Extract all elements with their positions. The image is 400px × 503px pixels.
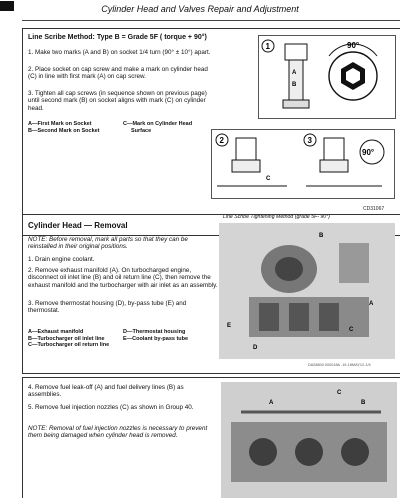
legend-bypass: E—Coolant by-pass tube (123, 335, 189, 342)
section3-note: NOTE: Removal of fuel injection nozzles is necessary to prevent them being damaged when cylinder head is removed. (28, 425, 208, 440)
engine-photo-2 (221, 382, 397, 498)
photo1-label-a: A (369, 301, 374, 307)
section2-legend-right (123, 329, 218, 342)
section1-legend-right (123, 121, 223, 134)
engine-photo-1 (219, 223, 395, 359)
header-rule (22, 20, 400, 21)
section2-step-3: 3. Remove thermostat housing (D), by-pass tube (E) and thermostat. (28, 300, 187, 315)
section3-step-5: 5. Remove fuel injection nozzles (C) as shown in Group 40. (28, 404, 194, 411)
section-line-scribe (22, 28, 400, 236)
section1-heading: Line Scribe Method: Type B = Grade 5F ( torque + 90°) (28, 34, 207, 41)
section1-step-1: 1. Make two marks (A and B) on socket 1/4 turn (90° ± 10°) apart. (28, 49, 211, 56)
section1-legend-left (28, 121, 118, 134)
engine-photo-1-art (219, 223, 395, 359)
photo1-label-b: B (319, 233, 324, 239)
photo1-label-d: D (253, 345, 258, 351)
fig1-angle: 90° (347, 41, 360, 50)
section2-step-1: 1. Drain engine coolant. (28, 256, 95, 263)
fig1-mark-a: A (292, 70, 297, 76)
section2-legend-left (28, 329, 123, 349)
photo1-label-e: E (227, 323, 232, 329)
fig-label-3: 3 (307, 136, 312, 145)
photo2-label-b: B (361, 400, 366, 406)
section1-step-2: 2. Place socket on cap screw and make a mark on cylinder head (C) in line with first mark (A) on cap screw. (28, 66, 208, 81)
photo2-label-a: A (269, 400, 274, 406)
fig-label-1: 1 (265, 42, 270, 51)
fig2-mark-c: C (266, 176, 271, 182)
page-title: Cylinder Head and Valves Repair and Adjustment (101, 4, 299, 14)
legend-exhaust: A—Exhaust manifold (28, 329, 84, 335)
section-fuel-lines (22, 377, 400, 498)
section-cylinder-head-removal (22, 214, 400, 374)
fig1-mark-b: B (292, 82, 297, 88)
socket-diagram-2-3 (212, 130, 394, 198)
section2-step-2: 2. Remove exhaust manifold (A). On turbocharged engine, disconnect oil inlet line (B) and oil return line (C), then remove the exhaust manifold and the turbocharger with air inlet as an assembly. (28, 267, 218, 289)
legend-c-cont: Surface (131, 127, 152, 134)
legend-oil-return: C—Turbocharger oil return line (28, 342, 110, 348)
fig-label-2: 2 (219, 136, 224, 145)
legend-thermostat: D—Thermostat housing (123, 329, 186, 335)
legend-b: B—Second Mark on Socket (28, 127, 100, 134)
photo2-label-c: C (337, 390, 342, 396)
section2-note: NOTE: Before removal, mark all parts so that they can be reinstalled in their original positions. (28, 236, 188, 251)
section2-ref: DA28800.000018A -19-18MAY12-1/4 (308, 363, 371, 367)
section1-step-3: 3. Tighten all cap screws (in sequence shown on previous page) until second mark (B) on socket aligns with mark (C) on cylinder head. (28, 90, 207, 112)
page-header (0, 0, 400, 14)
section3-step-4: 4. Remove fuel leak-off (A) and fuel delivery lines (B) as assemblies. (28, 384, 184, 399)
figure-code: CD31067 (363, 206, 385, 212)
legend-oil-inlet: B—Turbocharger oil inlet line (28, 335, 105, 342)
figure-caption: Line Scribe Tightening Method (grade 5F- 90°) (223, 214, 330, 220)
legend-c: C—Mark on Cylinder Head (123, 121, 193, 127)
photo1-label-c: C (349, 327, 354, 333)
fig3-angle: 90° (362, 148, 375, 157)
figure-panel-2 (211, 129, 395, 199)
legend-a: A—First Mark on Socket (28, 121, 92, 127)
engine-photo-2-art (221, 382, 397, 498)
figure-panel-1 (258, 35, 396, 119)
section2-heading: Cylinder Head — Removal (28, 221, 128, 230)
socket-diagram-1 (259, 36, 395, 118)
